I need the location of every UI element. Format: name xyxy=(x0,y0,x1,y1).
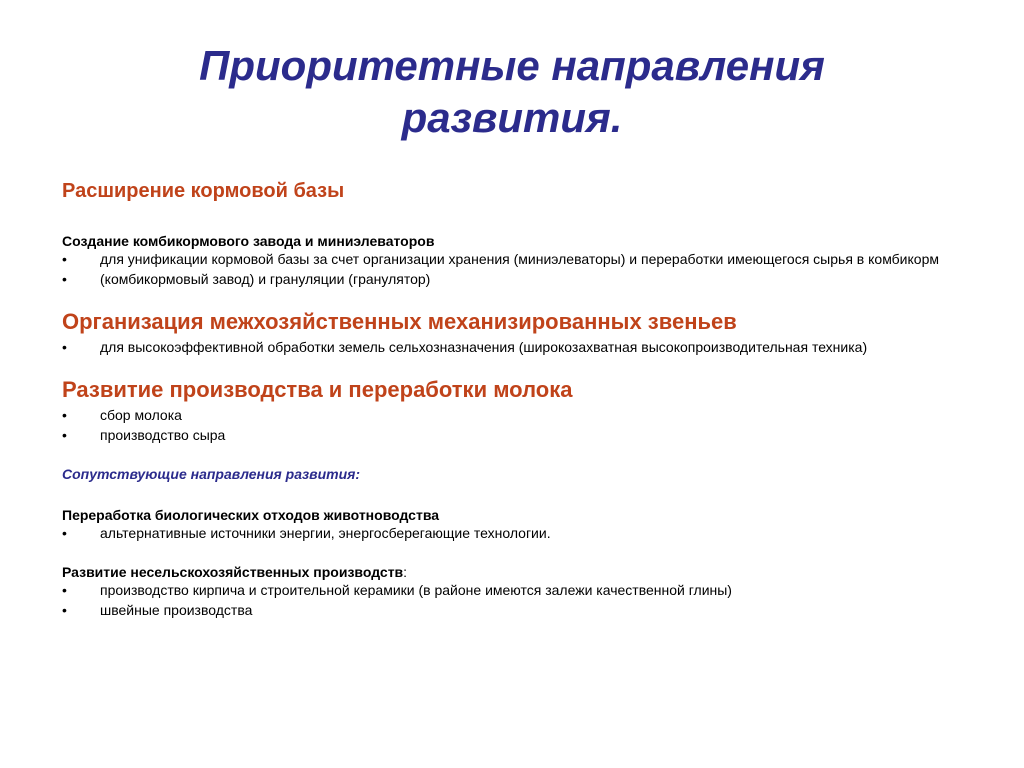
list-item-text: (комбикормовый завод) и грануляции (гранулятор) xyxy=(100,271,431,287)
list-item xyxy=(62,271,962,287)
list-item xyxy=(62,427,962,443)
bullet-list-bio-waste xyxy=(62,525,962,541)
bullet-icon: • xyxy=(62,427,67,443)
list-item-text: швейные производства xyxy=(100,602,253,618)
bullet-list-non-agricultural xyxy=(62,582,962,618)
subheading-non-agricultural xyxy=(62,563,962,582)
related-directions-heading: Сопутствующие направления развития: xyxy=(62,466,361,482)
section-heading-milk: Развитие производства и переработки молока xyxy=(62,377,573,402)
list-item-text: для унификации кормовой базы за счет организации хранения (миниэлеваторы) и переработки имеющегося сырья в комбикорм xyxy=(100,251,939,267)
section-heading-mechanized-units: Организация межхозяйственных механизированных звеньев xyxy=(62,309,737,334)
slide-title-line-2: развития. xyxy=(401,94,623,141)
list-item xyxy=(62,582,962,598)
bullet-list-milk xyxy=(62,407,962,443)
list-item-text: для высокоэффективной обработки земель сельхозназначения (широкозахватная высокопроизводительная техника) xyxy=(100,339,868,355)
bullet-icon: • xyxy=(62,251,67,267)
list-item-text: сбор молока xyxy=(100,407,182,423)
bullet-icon: • xyxy=(62,525,67,541)
list-item-text: производство сыра xyxy=(100,427,226,443)
slide-title-line-1: Приоритетные направления xyxy=(199,42,825,89)
list-item xyxy=(62,525,962,541)
list-item xyxy=(62,602,962,618)
bullet-list-feed-mill xyxy=(62,251,962,287)
subheading-non-agricultural-text: Развитие несельскохозяйственных производств xyxy=(62,564,404,580)
subheading-feed-mill: Создание комбикормового завода и миниэлеваторов xyxy=(62,233,435,249)
list-item xyxy=(62,407,962,423)
bullet-icon: • xyxy=(62,339,67,355)
list-item xyxy=(62,339,962,355)
list-item-text: производство кирпича и строительной керамики (в районе имеются залежи качественной глины) xyxy=(100,582,732,598)
slide-title xyxy=(0,40,1024,144)
bullet-icon: • xyxy=(62,407,67,423)
bullet-icon: • xyxy=(62,602,67,618)
subheading-bio-waste: Переработка биологических отходов животноводства xyxy=(62,507,440,523)
list-item-text: альтернативные источники энергии, энергосберегающие технологии. xyxy=(100,525,551,541)
section-heading-feed-base: Расширение кормовой базы xyxy=(62,180,345,202)
bullet-list-mechanized-units xyxy=(62,339,962,355)
bullet-icon: • xyxy=(62,271,67,287)
list-item xyxy=(62,251,962,267)
slide-content xyxy=(62,178,962,622)
subheading-colon: : xyxy=(403,564,408,580)
bullet-icon: • xyxy=(62,582,67,598)
